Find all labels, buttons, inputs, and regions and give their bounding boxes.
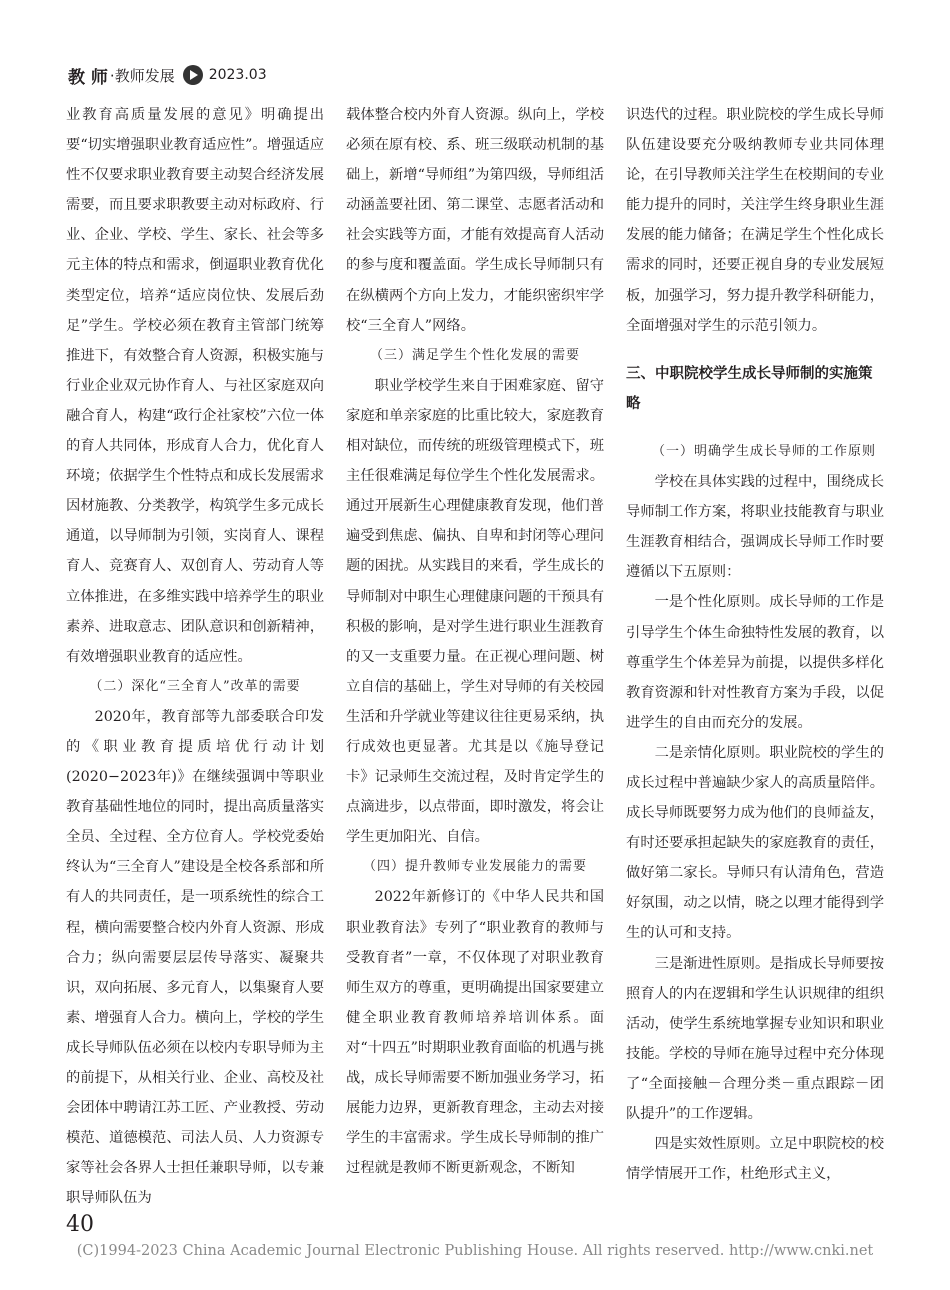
play-icon <box>183 65 203 85</box>
paragraph: 职业学校学生来自于困难家庭、留守家庭和单亲家庭的比重比较大，家庭教育相对缺位，而传统的班级管理模式下，班主任很难满足每位学生个性化发展需求。通过开展新生心理健康教育发现，他们普遍受到焦虑、偏执、自卑和封闭等心理问题的困扰。从实践目的来看，学生成长的导师制对中职生心理健康问题的干预具有积极的影响，是对学生进行职业生涯教育的又一支重要力量。在正视心理问题、树立自信的基础上，学生对导师的有关校园生活和升学就业等建议往往更易采纳，执行成效也更显著。尤其是以《施导登记卡》记录师生交流过程，及时肯定学生的点滴进步，以点带面，即时激发，将会让学生更加阳光、自信。 <box>346 377 604 846</box>
issue-date: 2023.03 <box>208 67 267 83</box>
journal-name: 教 师 <box>68 67 108 88</box>
column-middle <box>346 100 604 1183</box>
paragraph: 2022年新修订的《中华人民共和国职业教育法》专列了“职业教育的教师与受教育者”一章，不仅体现了对职业教育师生双方的尊重，更明确提出国家要建立健全职业教育教师培养培训体系。面对“十四五”时期职业教育面临的机遇与挑战，成长导师需要不断加强业务学习，拓展能力边界，更新教育理念，主动去对接学生的丰富需求。学生成长导师制的推广过程就是教师不断更新观念，不断知 <box>346 889 604 1177</box>
spacer <box>626 419 884 437</box>
subsection-heading: （三）满足学生个性化发展的需要 <box>369 347 580 363</box>
paragraph: 四是实效性原则。立足中职院校的校情学情展开工作，杜绝形式主义， <box>626 1136 884 1183</box>
spacer <box>626 341 884 359</box>
column-right <box>626 100 884 1189</box>
paragraph: 一是个性化原则。成长导师的工作是引导学生个体生命独特性发展的教育，以尊重学生个体差异为前提，以提供多样化教育资源和针对性教育方案为手段，以促进学生的自由而充分的发展。 <box>626 594 884 731</box>
copyright-notice: (C)1994-2023 China Academic Journal Electronic Publishing House. All rights reserved. http://www.cnki.net <box>76 1243 874 1259</box>
paragraph: 二是亲情化原则。职业院校的学生的成长过程中普遍缺少家人的高质量陪伴。成长导师既要努力成为他们的良师益友，有时还要承担起缺失的家庭教育的责任，做好第二家长。导师只有认清角色，营造好氛围，动之以情，晓之以理才能得到学生的认可和支持。 <box>626 744 884 942</box>
paragraph: 三是渐进性原则。是指成长导师要按照育人的内在逻辑和学生认识规律的组织活动，使学生系统地掌握专业知识和职业技能。学校的导师在施导过程中充分体现了“全面接触－合理分类－重点跟踪－团队提升”的工作逻辑。 <box>626 955 884 1122</box>
subsection-heading: （四）提升教师专业发展能力的需要 <box>362 859 587 875</box>
paragraph: 识迭代的过程。职业院校的学生成长导师队伍建设要充分吸纳教师专业共同体理论，在引导教师关注学生在校期间的专业能力提升的同时，关注学生终身职业生涯发展的能力储备；在满足学生个性化成长需求的同时，还要正视自身的专业发展短板，加强学习，努力提升教学科研能力，全面增强对学生的示范引领力。 <box>626 107 884 334</box>
page-number: 40 <box>66 1212 94 1237</box>
section-name: ·教师发展 <box>109 66 175 85</box>
paragraph: 业教育高质量发展的意见》明确提出要“切实增强职业教育适应性”。增强适应性不仅要求职业教育要主动契合经济发展需要，而且要求职教要主动对标政府、行业、企业、学校、学生、家长、社会等多元主体的特点和需求，倒逼职业教育优化类型定位，培养“适应岗位快、发展后劲足”学生。学校必须在教育主管部门统筹推进下，有效整合育人资源，积极实施与行业企业双元协作育人、与社区家庭双向融合育人，构建“政行企社家校”六位一体的育人共同体，形成育人合力，优化育人环境；依据学生个性特点和成长发展需求因材施教、分类教学，构筑学生多元成长通道，以导师制为引领，实岗育人、课程育人、竞赛育人、双创育人、劳动育人等立体推进，在多维实践中培养学生的职业素养、进取意志、团队意识和创新精神，有效增强职业教育的适应性。 <box>66 107 324 665</box>
section-heading: 三、中职院校学生成长导师制的实施策略 <box>626 365 873 412</box>
running-header <box>68 64 267 86</box>
paragraph: 载体整合校内外育人资源。纵向上，学校必须在原有校、系、班三级联动机制的基础上，新增“导师组”为第四级，导师组活动涵盖要社团、第二课堂、志愿者活动和社会实践等方面，才能有效提高育人活动的参与度和覆盖面。学生成长导师制只有在纵横两个方向上发力，才能织密织牢学校“三全育人”网络。 <box>346 107 604 334</box>
paragraph: 学校在具体实践的过程中，围绕成长导师制工作方案，将职业技能教育与职业生涯教育相结合，强调成长导师工作时要遵循以下五原则： <box>626 474 884 581</box>
paragraph: 2020年，教育部等九部委联合印发的《职业教育提质培优行动计划(2020−2023年)》在继续强调中等职业教育基础性地位的同时，提出高质量落实全员、全过程、全方位育人。学校党委始终认为“三全育人”建设是全校各系部和所有人的共同责任，是一项系统性的综合工程，横向需要整合校内外育人资源、形成合力；纵向需要层层传导落实、凝聚共识，双向拓展、多元育人，以集聚育人要素、增强育人合力。横向上，学校的学生成长导师队伍必须在以校内专职导师为主的前提下，从相关行业、企业、高校及社会团体中聘请江苏工匠、产业教授、劳动模范、道德模范、司法人员、人力资源专家等社会各界人士担任兼职导师，以专兼职导师队伍为 <box>66 708 324 1207</box>
column-left <box>66 100 324 1213</box>
subsection-heading: （一）明确学生成长导师的工作原则 <box>652 443 877 459</box>
subsection-heading: （二）深化“三全育人”改革的需要 <box>89 678 301 694</box>
